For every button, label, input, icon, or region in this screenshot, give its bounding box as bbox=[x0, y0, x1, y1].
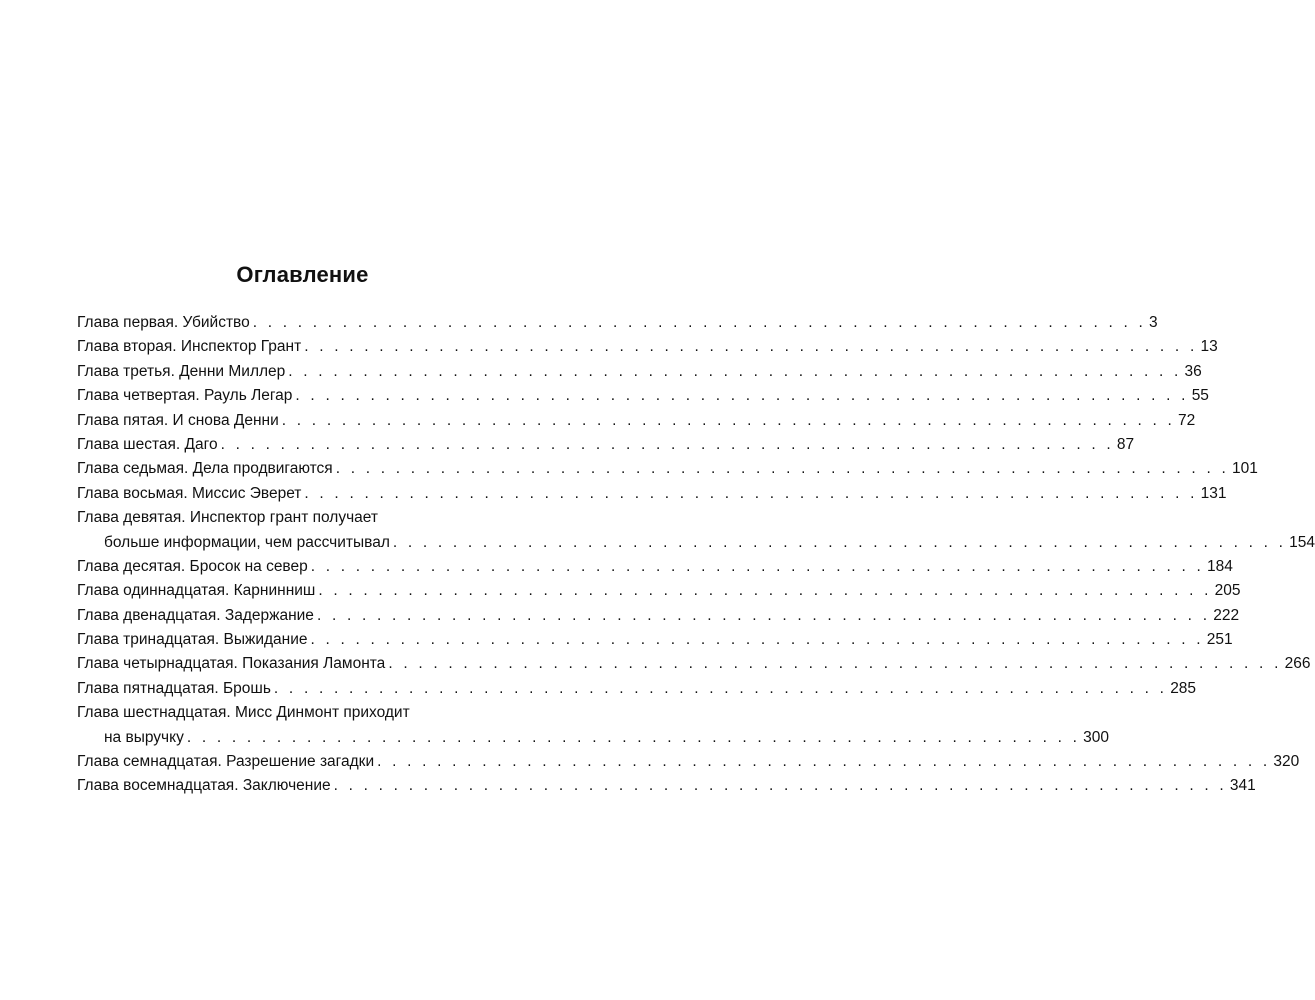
table-of-contents bbox=[77, 311, 1315, 799]
toc-line bbox=[77, 774, 1256, 798]
chapter-title: Глава тринадцатая. Выжидание bbox=[77, 631, 308, 649]
toc-line bbox=[77, 726, 1109, 750]
toc-entry bbox=[77, 335, 1218, 359]
toc-line bbox=[77, 457, 1258, 481]
toc-entry bbox=[77, 750, 1300, 774]
toc-line bbox=[77, 433, 1135, 457]
page-number: 222 bbox=[1213, 606, 1240, 624]
toc-line bbox=[77, 506, 525, 530]
dot-leader: . . . . . . . . . . . . . . . . . . . . . . . . . . . . . . . . . . . . . . . . . . . . . . . . . . . . . . . . . . . . bbox=[388, 655, 1282, 673]
toc-entry bbox=[77, 360, 1202, 384]
chapter-title: Глава восьмая. Миссис Эверет bbox=[77, 484, 302, 502]
toc-entry bbox=[77, 701, 1109, 750]
page-number: 300 bbox=[1083, 728, 1109, 746]
toc-line bbox=[77, 409, 1196, 433]
toc-line bbox=[77, 579, 1241, 603]
toc-entry bbox=[77, 457, 1258, 481]
toc-entry bbox=[77, 433, 1135, 457]
toc-entry bbox=[77, 604, 1240, 628]
toc-line bbox=[77, 482, 1227, 506]
toc-entry bbox=[77, 311, 1158, 335]
toc-line bbox=[77, 311, 1158, 335]
page-number: 251 bbox=[1206, 631, 1233, 649]
chapter-title: Глава восемнадцатая. Заключение bbox=[77, 777, 331, 795]
toc-line bbox=[77, 360, 1202, 384]
dot-leader: . . . . . . . . . . . . . . . . . . . . . . . . . . . . . . . . . . . . . . . . . . . . . . . . . . . . . . . . . . . . bbox=[281, 411, 1176, 429]
page-number: 87 bbox=[1116, 435, 1135, 453]
dot-leader: . . . . . . . . . . . . . . . . . . . . . . . . . . . . . . . . . . . . . . . . . . . . . . . . . . . . . . . . . . . . bbox=[252, 314, 1146, 331]
toc-entry bbox=[77, 652, 1311, 676]
dot-leader: . . . . . . . . . . . . . . . . . . . . . . . . . . . . . . . . . . . . . . . . . . . . . . . . . . . . . . . . . . . . bbox=[310, 557, 1205, 575]
page-number: 13 bbox=[1200, 338, 1218, 356]
toc-entry bbox=[77, 628, 1233, 652]
toc-line bbox=[77, 555, 1233, 579]
page-number: 72 bbox=[1178, 411, 1196, 429]
dot-leader: . . . . . . . . . . . . . . . . . . . . . . . . . . . . . . . . . . . . . . . . . . . . . . . . . . . . . . . . . . . . bbox=[377, 753, 1271, 771]
chapter-title: Глава девятая. Инспектор грант получает bbox=[77, 509, 378, 527]
page-number: 154 bbox=[1289, 533, 1315, 551]
page-number: 266 bbox=[1284, 655, 1311, 673]
page-number: 36 bbox=[1184, 362, 1202, 380]
toc-line bbox=[77, 384, 1209, 408]
toc-line bbox=[77, 335, 1218, 359]
toc-entry bbox=[77, 506, 1315, 555]
chapter-title: Глава одиннадцатая. Карнинниш bbox=[77, 582, 316, 600]
chapter-title: Глава вторая. Инспектор Грант bbox=[77, 338, 302, 356]
chapter-title: Глава семнадцатая. Разрешение загадки bbox=[77, 753, 375, 771]
chapter-title: Глава третья. Денни Миллер bbox=[77, 362, 286, 380]
dot-leader: . . . . . . . . . . . . . . . . . . . . . . . . . . . . . . . . . . . . . . . . . . . . . . . . . . . . . . . . . . . . bbox=[318, 582, 1212, 600]
chapter-title: Глава первая. Убийство bbox=[77, 314, 250, 331]
page-number: 3 bbox=[1149, 314, 1158, 331]
toc-entry bbox=[77, 384, 1209, 408]
page-number: 131 bbox=[1200, 484, 1227, 502]
chapter-title: Глава шестнадцатая. Мисс Динмонт приходит bbox=[77, 704, 410, 722]
dot-leader: . . . . . . . . . . . . . . . . . . . . . . . . . . . . . . . . . . . . . . . . . . . . . . . . . . . . . . . . . . . . bbox=[220, 435, 1114, 453]
chapter-title: на выручку bbox=[104, 728, 184, 746]
page-number: 55 bbox=[1191, 387, 1209, 405]
dot-leader: . . . . . . . . . . . . . . . . . . . . . . . . . . . . . . . . . . . . . . . . . . . . . . . . . . . . . . . . . . . . bbox=[304, 484, 1198, 502]
dot-leader: . . . . . . . . . . . . . . . . . . . . . . . . . . . . . . . . . . . . . . . . . . . . . . . . . . . . . . . . . . . . bbox=[273, 679, 1168, 697]
toc-entry bbox=[77, 774, 1256, 798]
toc-line bbox=[77, 652, 1311, 676]
chapter-title: Глава четвертая. Рауль Легар bbox=[77, 387, 293, 405]
page-number: 205 bbox=[1214, 582, 1241, 600]
dot-leader: . . . . . . . . . . . . . . . . . . . . . . . . . . . . . . . . . . . . . . . . . . . . . . . . . . . . . . . . . . . . bbox=[333, 777, 1227, 795]
toc-entry bbox=[77, 579, 1241, 603]
dot-leader: . . . . . . . . . . . . . . . . . . . . . . . . . . . . . . . . . . . . . . . . . . . . . . . . . . . . . . . . . . . . bbox=[310, 631, 1204, 649]
chapter-title: Глава десятая. Бросок на север bbox=[77, 557, 308, 575]
dot-leader: . . . . . . . . . . . . . . . . . . . . . . . . . . . . . . . . . . . . . . . . . . . . . . . . . . . . . . . . . . . . bbox=[304, 338, 1198, 356]
toc-line bbox=[77, 531, 1315, 555]
toc-line bbox=[77, 604, 1240, 628]
page-title: Оглавление bbox=[236, 262, 369, 287]
toc-line bbox=[77, 628, 1233, 652]
page-number: 320 bbox=[1273, 753, 1300, 771]
toc-entry bbox=[77, 482, 1227, 506]
toc-entry bbox=[77, 409, 1196, 433]
page-number: 285 bbox=[1170, 679, 1197, 697]
toc-entry bbox=[77, 677, 1197, 701]
dot-leader: . . . . . . . . . . . . . . . . . . . . . . . . . . . . . . . . . . . . . . . . . . . . . . . . . . . . . . . . . . . . bbox=[316, 606, 1211, 624]
page-number: 101 bbox=[1231, 460, 1258, 478]
dot-leader: . . . . . . . . . . . . . . . . . . . . . . . . . . . . . . . . . . . . . . . . . . . . . . . . . . . . . . . . . . . . bbox=[295, 387, 1189, 405]
dot-leader: . . . . . . . . . . . . . . . . . . . . . . . . . . . . . . . . . . . . . . . . . . . . . . . . . . . . . . . . . . . . bbox=[335, 460, 1229, 478]
dot-leader: . . . . . . . . . . . . . . . . . . . . . . . . . . . . . . . . . . . . . . . . . . . . . . . . . . . . . . . . . . . . bbox=[392, 533, 1287, 551]
chapter-title: Глава седьмая. Дела продвигаются bbox=[77, 460, 333, 478]
chapter-title: больше информации, чем рассчитывал bbox=[104, 533, 390, 551]
page-number: 341 bbox=[1229, 777, 1256, 795]
chapter-title: Глава пятнадцатая. Брошь bbox=[77, 679, 271, 697]
chapter-title: Глава пятая. И снова Денни bbox=[77, 411, 279, 429]
chapter-title: Глава четырнадцатая. Показания Ламонта bbox=[77, 655, 386, 673]
toc-line bbox=[77, 750, 1300, 774]
chapter-title: Глава двенадцатая. Задержание bbox=[77, 606, 314, 624]
dot-leader: . . . . . . . . . . . . . . . . . . . . . . . . . . . . . . . . . . . . . . . . . . . . . . . . . . . . . . . . . . . . bbox=[288, 362, 1182, 380]
toc-line bbox=[77, 677, 1197, 701]
toc-line bbox=[77, 701, 525, 725]
dot-leader: . . . . . . . . . . . . . . . . . . . . . . . . . . . . . . . . . . . . . . . . . . . . . . . . . . . . . . . . . . . . bbox=[186, 728, 1081, 746]
page-number: 184 bbox=[1207, 557, 1233, 575]
chapter-title: Глава шестая. Даго bbox=[77, 435, 218, 453]
toc-entry bbox=[77, 555, 1233, 579]
